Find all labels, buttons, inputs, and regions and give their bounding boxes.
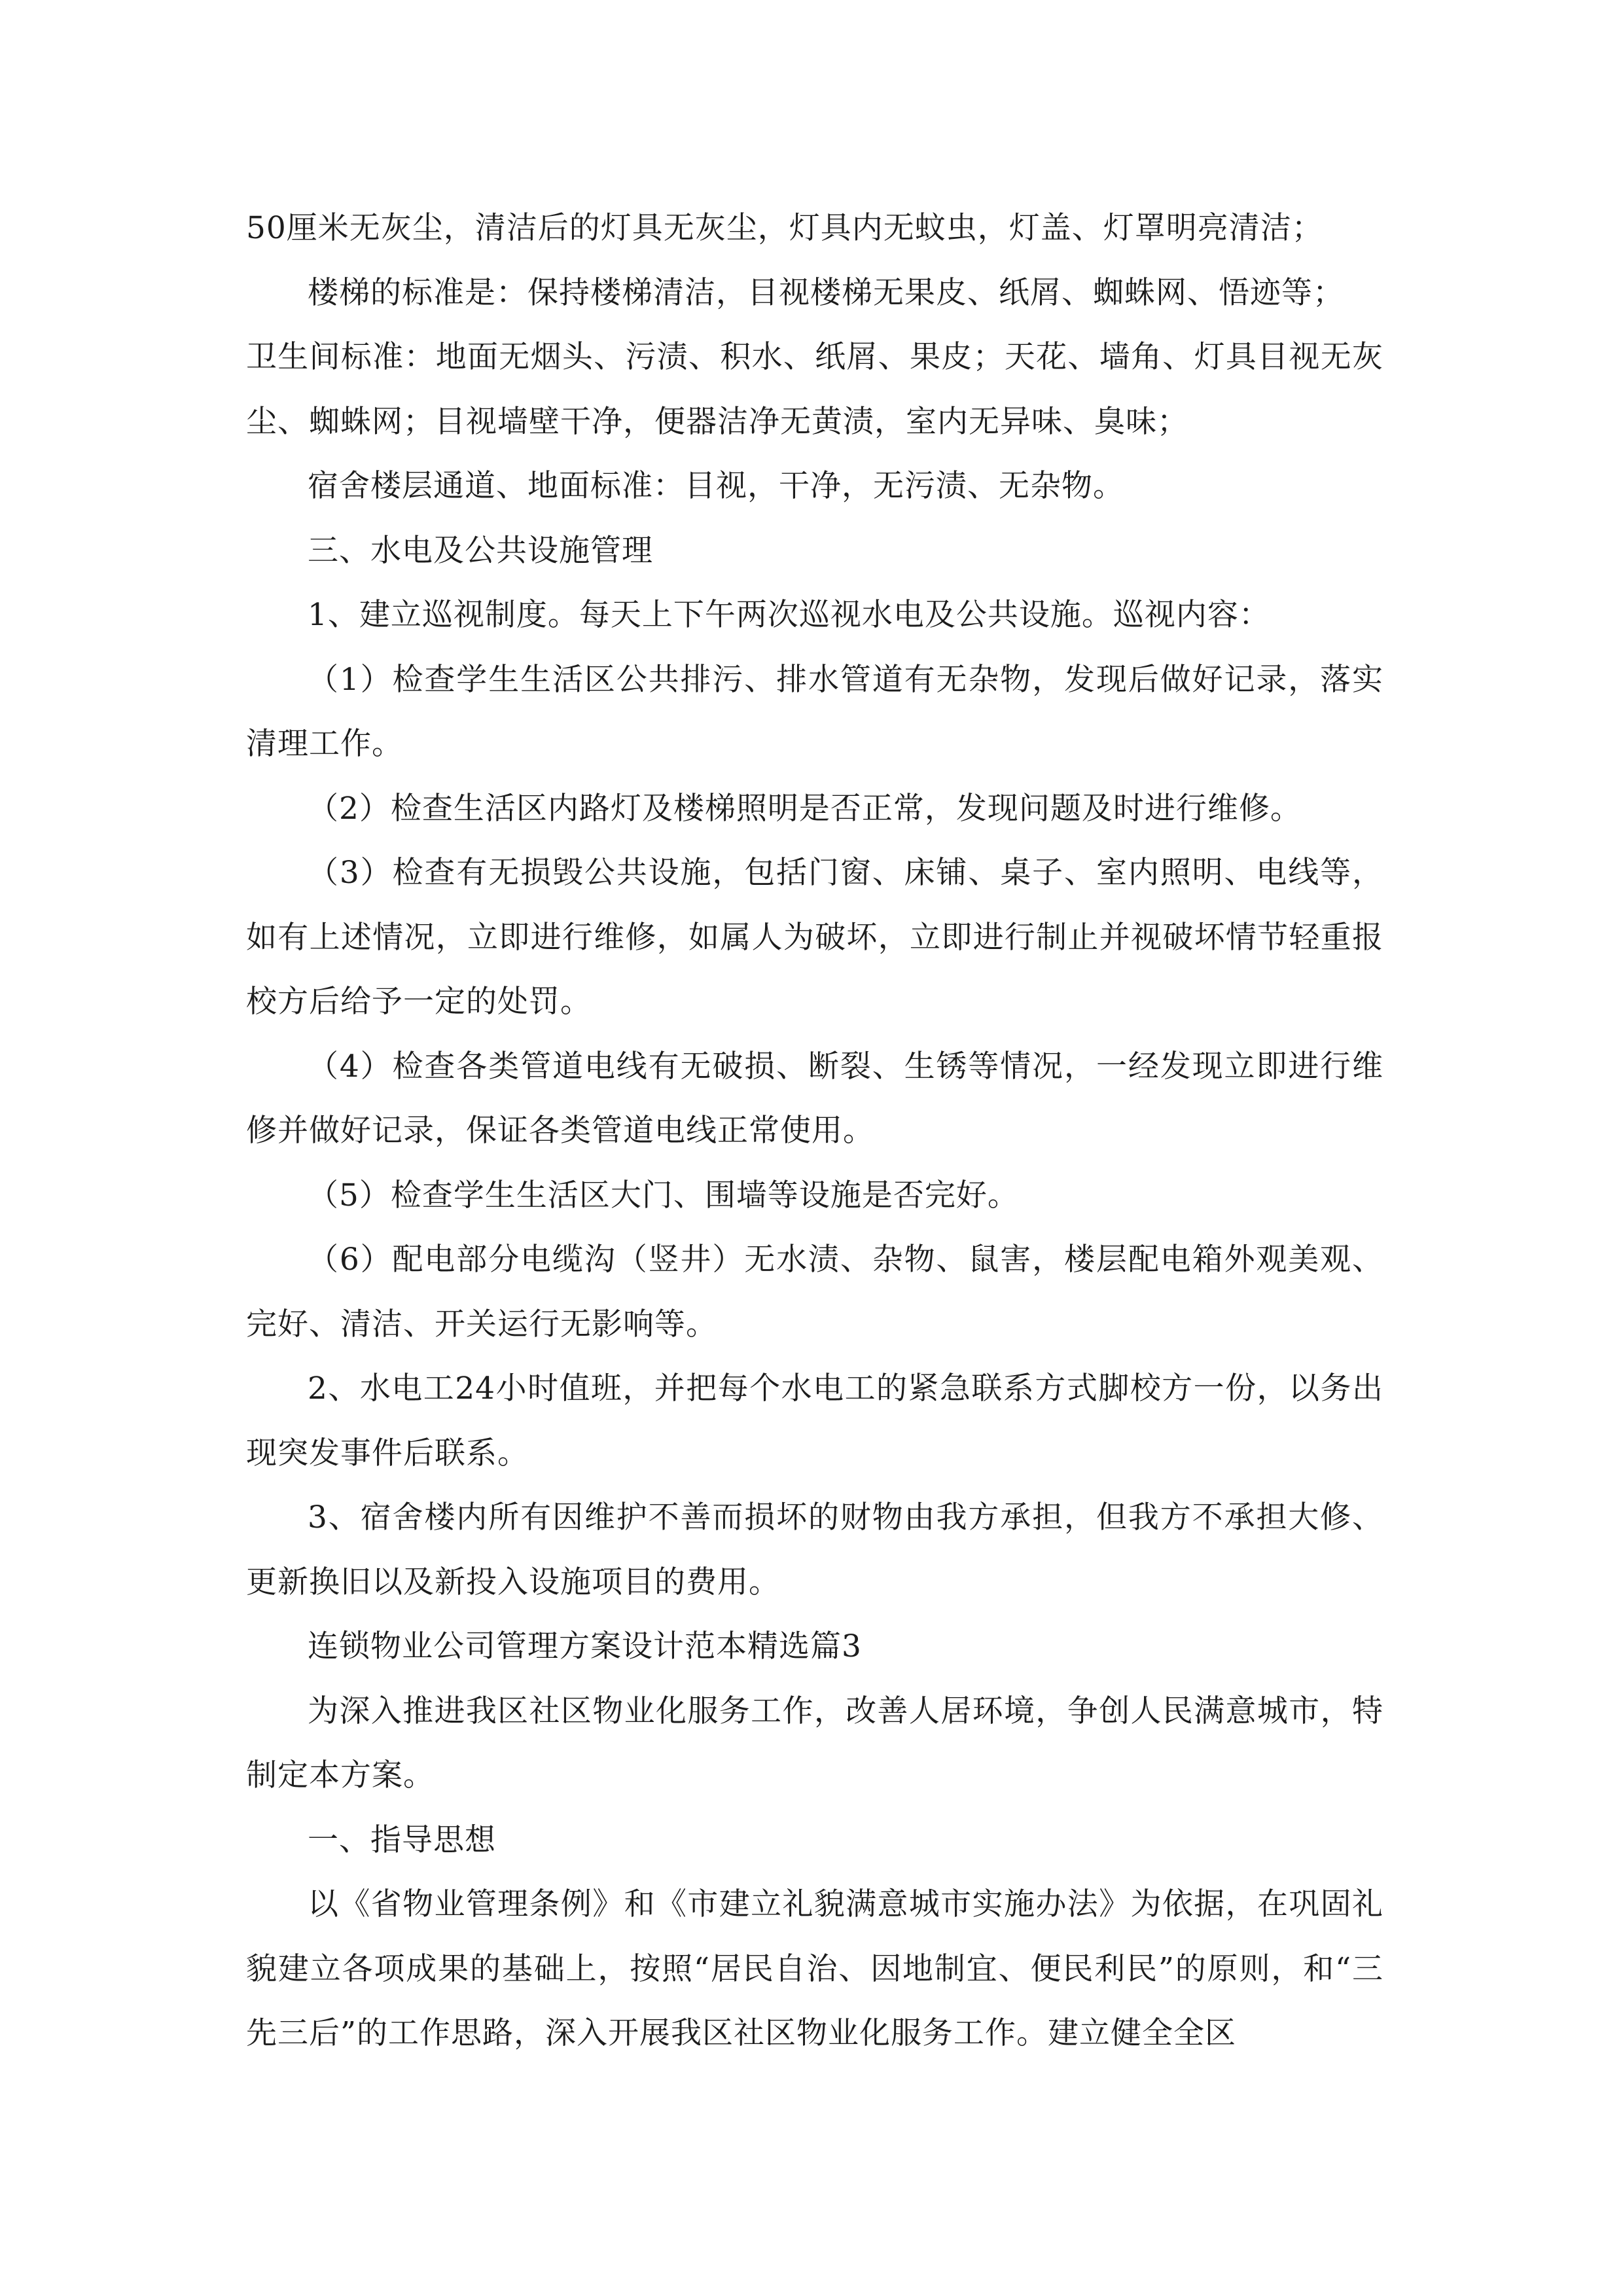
section-heading: 一、指导思想 <box>308 1821 496 1858</box>
list-item: （5）检查学生生活区大门、围墙等设施是否完好。 <box>308 1177 1019 1213</box>
section-heading: 三、水电及公共设施管理 <box>308 532 653 569</box>
list-item: （4）检查各类管道电线有无破损、断裂、生锈等情况，一经发现立即进行维修并做好记录，保证各类管道电线正常使用。 <box>246 1048 1383 1149</box>
paragraph: 3、宿舍楼内所有因维护不善而损坏的财物由我方承担，但我方不承担大修、更新换旧以及新投入设施项目的费用。 <box>246 1499 1383 1600</box>
document-body <box>246 196 1383 2066</box>
list-item: （2）检查生活区内路灯及楼梯照明是否正常，发现问题及时进行维修。 <box>308 790 1302 827</box>
list-item: （3）检查有无损毁公共设施，包括门窗、床铺、桌子、室内照明、电线等，如有上述情况，立即进行维修，如属人为破坏，立即进行制止并视破坏情节轻重报校方后给予一定的处罚。 <box>246 855 1383 1020</box>
paragraph: 以《省物业管理条例》和《市建立礼貌满意城市实施办法》为依据，在巩固礼貌建立各项成果的基础上，按照“居民自治、因地制宜、便民利民”的原则，和“三先三后”的工作思路，深入开展我区社区物业化服务工作。建立健全全区 <box>246 1886 1383 2051</box>
article-title: 连锁物业公司管理方案设计范本精选篇3 <box>308 1628 862 1664</box>
paragraph: 1、建立巡视制度。每天上下午两次巡视水电及公共设施。巡视内容： <box>308 597 1270 633</box>
list-item: （1）检查学生生活区公共排污、排水管道有无杂物，发现后做好记录，落实清理工作。 <box>246 661 1383 762</box>
paragraph: 宿舍楼层通道、地面标准：目视，干净，无污渍、无杂物。 <box>308 468 1124 504</box>
paragraph: 为深入推进我区社区物业化服务工作，改善人居环境，争创人民满意城市，特制定本方案。 <box>246 1693 1383 1793</box>
paragraph: 50厘米无灰尘，清洁后的灯具无灰尘，灯具内无蚊虫，灯盖、灯罩明亮清洁； <box>246 210 1323 246</box>
paragraph: 卫生间标准：地面无烟头、污渍、积水、纸屑、果皮；天花、墙角、灯具目视无灰尘、蜘蛛网；目视墙壁干净，便器洁净无黄渍，室内无异味、臭味； <box>246 339 1383 440</box>
list-item: （6）配电部分电缆沟（竖井）无水渍、杂物、鼠害，楼层配电箱外观美观、完好、清洁、开关运行无影响等。 <box>246 1242 1383 1342</box>
paragraph: 楼梯的标准是：保持楼梯清洁，目视楼梯无果皮、纸屑、蜘蛛网、悟迹等； <box>308 274 1344 311</box>
paragraph: 2、水电工24小时值班，并把每个水电工的紧急联系方式脚校方一份，以务出现突发事件后联系。 <box>246 1371 1383 1471</box>
